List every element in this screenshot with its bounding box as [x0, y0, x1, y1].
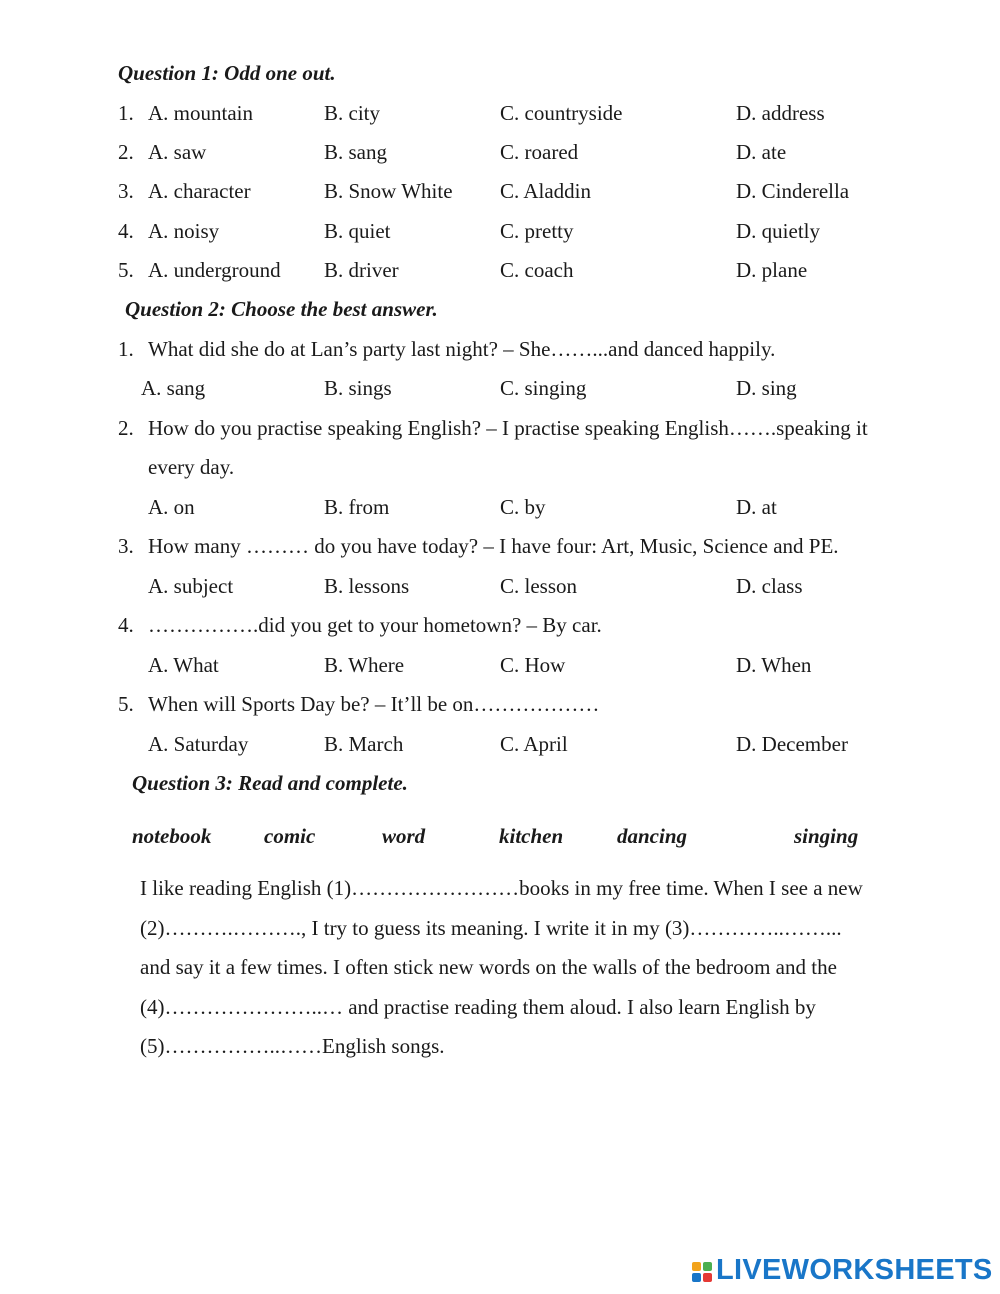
logo-square-icon [692, 1273, 701, 1282]
logo-square-icon [703, 1262, 712, 1271]
option-d: D. Cinderella [736, 179, 850, 203]
option-b: B. Snow White [324, 179, 453, 203]
word-bank-item: kitchen [499, 824, 564, 848]
option-a: A. on [148, 495, 195, 519]
option-d: D. ate [736, 140, 787, 164]
option-c: C. How [500, 653, 566, 677]
q2-num: 1. [118, 337, 134, 361]
q1-num: 3. [118, 179, 134, 203]
liveworksheets-logo [692, 1255, 993, 1285]
q1-num: 1. [118, 101, 134, 125]
word-bank-item: singing [794, 824, 859, 848]
word-bank-item: word [382, 824, 426, 848]
q2-num: 4. [118, 613, 134, 637]
question-text: How many ……… do you have today? – I have four: Art, Music, Science and PE. [148, 534, 839, 558]
option-d: D. When [736, 653, 812, 677]
option-d: D. quietly [736, 219, 820, 243]
logo-text: LIVEWORKSHEETS [716, 1253, 993, 1286]
q1-num: 2. [118, 140, 134, 164]
option-d: D. class [736, 574, 803, 598]
option-b: B. Where [324, 653, 405, 677]
question-text: When will Sports Day be? – It’ll be on……………… [148, 692, 600, 716]
q2-num: 2. [118, 416, 134, 440]
q1-title: Question 1: Odd one out. [118, 61, 336, 85]
passage-line: (2)……….………., I try to guess its meaning. I write it in my (3)…………..……... [140, 916, 842, 940]
option-b: B. sang [324, 140, 387, 164]
option-b: B. driver [324, 258, 399, 282]
option-a: A. noisy [148, 219, 220, 243]
option-c: C. pretty [500, 219, 574, 243]
q1-num: 5. [118, 258, 134, 282]
word-bank-item: dancing [617, 824, 688, 848]
option-b: B. from [324, 495, 390, 519]
option-b: B. sings [324, 376, 392, 400]
option-c: C. countryside [500, 101, 623, 125]
question-text: …………….did you get to your hometown? – By car. [148, 613, 602, 637]
logo-square-icon [703, 1273, 712, 1282]
option-a: A. sang [141, 376, 206, 400]
option-a: A. underground [148, 258, 281, 282]
option-a: A. What [148, 653, 219, 677]
question-text: What did she do at Lan’s party last night? – She……...and danced happily. [148, 337, 776, 361]
option-a: A. subject [148, 574, 234, 598]
option-a: A. saw [148, 140, 207, 164]
option-d: D. December [736, 732, 848, 756]
option-b: B. lessons [324, 574, 410, 598]
passage-line: and say it a few times. I often stick new words on the walls of the bedroom and the [140, 955, 837, 979]
q2-num: 5. [118, 692, 134, 716]
logo-square-icon [692, 1262, 701, 1271]
passage-line: I like reading English (1)……………………books in my free time. When I see a new [140, 876, 863, 900]
word-bank-item: comic [264, 824, 316, 848]
q2-num: 3. [118, 534, 134, 558]
option-c: C. coach [500, 258, 574, 282]
option-b: B. quiet [324, 219, 391, 243]
option-a: A. Saturday [148, 732, 249, 756]
option-a: A. character [148, 179, 251, 203]
q3-title: Question 3: Read and complete. [132, 771, 408, 795]
passage-line: (4)…………………..… and practise reading them aloud. I also learn English by [140, 995, 816, 1019]
option-d: D. sing [736, 376, 797, 400]
option-d: D. at [736, 495, 777, 519]
option-c: C. roared [500, 140, 579, 164]
option-c: C. lesson [500, 574, 578, 598]
q1-num: 4. [118, 219, 134, 243]
option-a: A. mountain [148, 101, 253, 125]
option-c: C. by [500, 495, 546, 519]
passage-line: (5)……………..……English songs. [140, 1034, 445, 1058]
q2-title: Question 2: Choose the best answer. [125, 297, 438, 321]
word-bank-item: notebook [132, 824, 212, 848]
option-c: C. Aladdin [500, 179, 592, 203]
option-d: D. plane [736, 258, 808, 282]
option-c: C. April [500, 732, 568, 756]
option-c: C. singing [500, 376, 587, 400]
option-b: B. March [324, 732, 404, 756]
logo-mark-icon [692, 1262, 712, 1282]
option-d: D. address [736, 101, 825, 125]
question-text: How do you practise speaking English? – I practise speaking English…….speaking it [148, 416, 868, 440]
question-text-continued: every day. [148, 455, 235, 479]
option-b: B. city [324, 101, 380, 125]
